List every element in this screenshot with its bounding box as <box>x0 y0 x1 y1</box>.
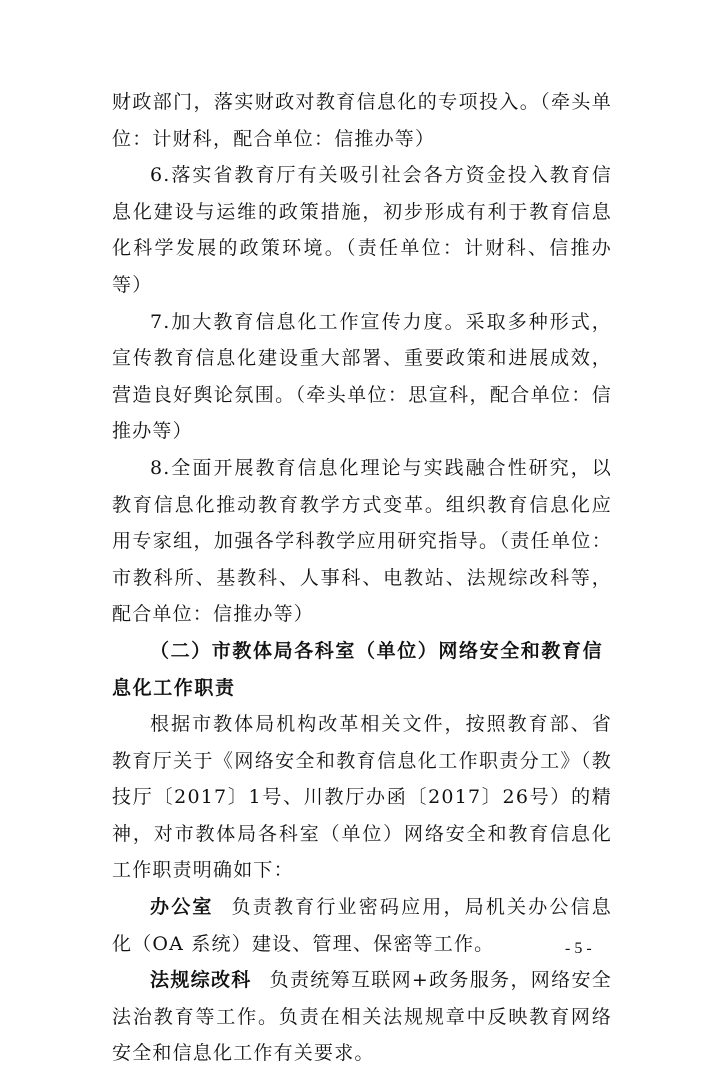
paragraph-legal <box>112 962 612 1072</box>
body-text <box>112 84 612 1072</box>
paragraph-item-8: 8.全面开展教育信息化理论与实践融合性研究，以教育信息化推动教育教学方式变革。组织教育信息化应用专家组，加强各学科教学应用研究指导。（责任单位：市教科所、基教科、人事科、电教站、法规综改科等，配合单位：信推办等） <box>112 456 612 626</box>
paragraph-item-7: 7.加大教育信息化工作宣传力度。采取多种形式，宣传教育信息化建设重大部署、重要政策和进展成效，营造良好舆论氛围。（牵头单位：思宣科，配合单位：信推办等） <box>112 310 612 443</box>
legal-duty: 负责统筹互联网+政务服务，网络安全法治教育等工作。负责在相关法规规章中反映教育网络安全和信息化工作有关要求。 <box>112 969 612 1065</box>
office-label: 办公室 <box>150 896 214 919</box>
section-heading: （二）市教体局各科室（单位）网络安全和教育信息化工作职责 <box>112 639 604 699</box>
paragraph-office <box>112 889 612 962</box>
office-duty: 负责教育行业密码应用，局机关办公信息化（OA 系统）建设、管理、保密等工作。 <box>112 896 612 955</box>
paragraph-intro: 根据市教体局机构改革相关文件，按照教育部、省教育厅关于《网络安全和教育信息化工作职责分工》（教技厅〔2017〕1号、川教厅办函〔2017〕26号）的精神，对市教体局各科室（单位）网络安全和教育信息化工作职责明确如下： <box>112 713 612 882</box>
page-number-text: - 5 - <box>565 940 592 957</box>
paragraph-continuation: 财政部门，落实财政对教育信息化的专项投入。（牵头单位：计财科，配合单位：信推办等） <box>112 91 612 150</box>
paragraph-item-6: 6.落实省教育厅有关吸引社会各方资金投入教育信息化建设与运维的政策措施，初步形成有利于教育信息化科学发展的政策环境。（责任单位：计财科、信推办等） <box>112 164 612 296</box>
legal-label: 法规综改科 <box>150 969 252 992</box>
